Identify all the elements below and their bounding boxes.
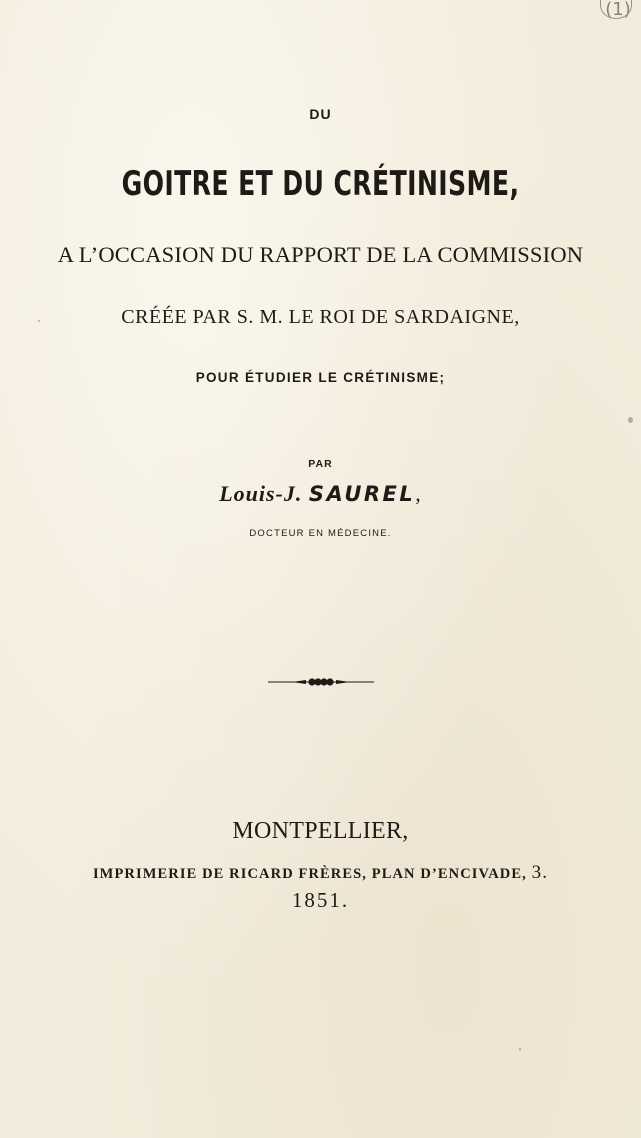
shelfmark-stamp (600, 0, 636, 20)
author-name (0, 481, 641, 507)
imprint-year: 1851. (291, 888, 350, 912)
imprint-printer-number: 3. (531, 862, 549, 883)
paper-speck (628, 417, 633, 423)
paper-speck (38, 320, 40, 322)
rule-ornament-icon (268, 675, 374, 689)
subtitle-line-1: A L’OCCASION DU RAPPORT DE LA COMMISSION (57, 242, 584, 267)
imprint-city: MONTPELLIER, (232, 818, 409, 844)
imprint-printer-text: IMPRIMERIE DE RICARD FRÈRES, PLAN D’ENCIVADE, (92, 866, 527, 882)
main-title: GOITRE ET DU CRÉTINISME, (121, 164, 520, 204)
imprint-printer (0, 862, 641, 884)
by-label: PAR (308, 458, 333, 470)
author-comma: , (415, 481, 422, 506)
subtitle-line-2: CRÉÉE PAR S. M. LE ROI DE SARDAIGNE, (121, 306, 520, 328)
shelfmark-text: (1) (605, 0, 631, 20)
author-last-name: SAUREL (308, 482, 416, 506)
paper-speck (519, 1048, 521, 1051)
author-first-name: Louis-J. (219, 481, 303, 506)
subtitle-line-3: POUR ÉTUDIER LE CRÉTINISME; (195, 370, 446, 385)
title-preposition: DU (309, 106, 332, 122)
author-title: DOCTEUR EN MÉDECINE. (249, 528, 392, 539)
